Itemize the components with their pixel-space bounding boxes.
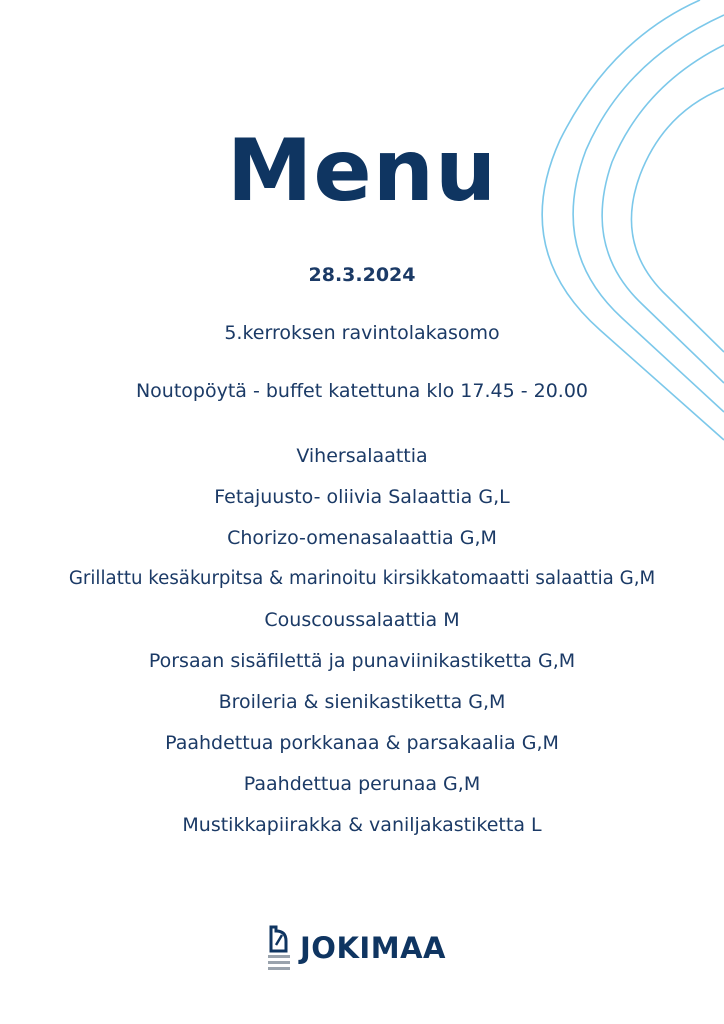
brand-name: JOKIMAA	[300, 931, 446, 965]
menu-item: Porsaan sisäfilettä ja punaviinikastiketta G,M	[148, 650, 576, 672]
jokimaa-logo	[268, 924, 446, 972]
menu-item: Fetajuusto- oliivia Salaattia G,L	[214, 486, 510, 508]
menu-list	[0, 443, 724, 853]
menu-item: Paahdettua porkkanaa & parsakaalia G,M	[165, 732, 559, 754]
serving-time-text: Noutopöytä - buffet katettuna klo 17.45 - 20.00	[135, 380, 589, 402]
menu-item: Mustikkapiirakka & vaniljakastiketta L	[182, 814, 542, 836]
menu-item: Chorizo-omenasalaattia G,M	[227, 527, 497, 549]
jokimaa-logo-icon	[268, 925, 292, 971]
menu-item: Vihersalaattia	[296, 445, 428, 467]
menu-item: Paahdettua perunaa G,M	[243, 773, 481, 795]
location-text: 5.kerroksen ravintolakasomo	[224, 322, 500, 344]
menu-title: Menu	[226, 121, 498, 221]
menu-item: Grillattu kesäkurpitsa & marinoitu kirsikkatomaatti salaattia G,M	[68, 568, 656, 589]
menu-item: Broileria & sienikastiketta G,M	[218, 691, 506, 713]
menu-date: 28.3.2024	[308, 264, 416, 286]
menu-item: Couscoussalaattia M	[264, 609, 460, 631]
